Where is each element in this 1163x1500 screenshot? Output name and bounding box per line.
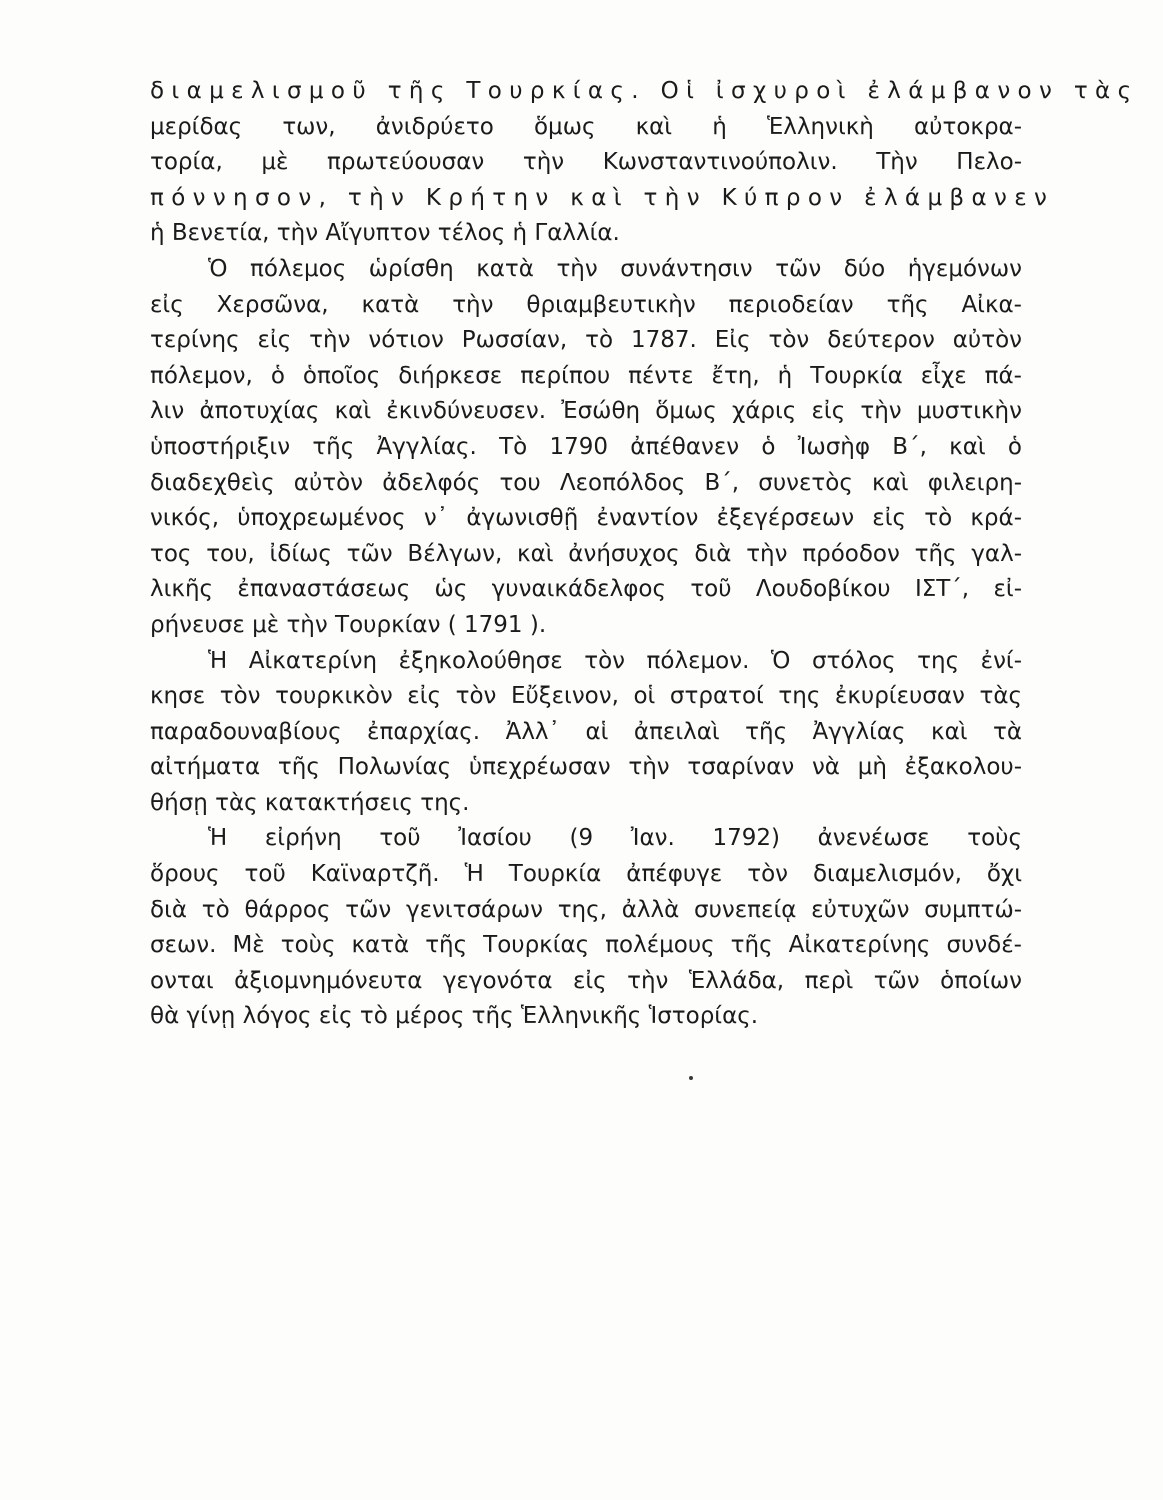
- text-line: λικῆς ἐπαναστάσεως ὡς γυναικάδελφος τοῦ Λουδοβίκου ΙΣΤ΄, εἰ-: [150, 576, 1022, 603]
- text-line: ἡ Βενετία, τὴν Αἴγυπτον τέλος ἡ Γαλλία.: [150, 220, 620, 247]
- text-line: ρήνευσε μὲ τὴν Τουρκίαν ( 1791 ).: [150, 611, 547, 638]
- text-line: Ἡ Αἰκατερίνη ἐξηκολούθησε τὸν πόλεμον. Ὁ στόλος της ἐνί-: [208, 647, 1022, 674]
- text-line: πόλεμον, ὁ ὁποῖος διήρκεσε περίπου πέντε ἔτη, ἡ Τουρκία εἶχε πά-: [150, 362, 1022, 389]
- text-line: ὅρους τοῦ Καϊναρτζῆ. Ἡ Τουρκία ἀπέφυγε τὸν διαμελισμόν, ὄχι: [150, 861, 1022, 888]
- ink-speck: [689, 1076, 693, 1080]
- text-line: νικός, ὑποχρεωμένος ν᾽ ἀγωνισθῇ ἐναντίον ἐξεγέρσεων εἰς τὸ κρά-: [150, 505, 1022, 532]
- text-line: σεων. Μὲ τοὺς κατὰ τῆς Τουρκίας πολέμους τῆς Αἰκατερίνης συνδέ-: [150, 932, 1022, 959]
- body-text: [150, 74, 1139, 1035]
- text-line: παραδουναβίους ἐπαρχίας. Ἀλλ᾽ αἱ ἀπειλαὶ τῆς Ἀγγλίας καὶ τὰ: [150, 718, 1022, 745]
- text-line: λιν ἀποτυχίας καὶ ἐκινδύνευσεν. Ἐσώθη ὅμως χάρις εἰς τὴν μυστικὴν: [150, 398, 1022, 425]
- text-line: Ἡ εἰρήνη τοῦ Ἰασίου (9 Ἰαν. 1792) ἀνενέωσε τοὺς: [208, 825, 1022, 852]
- text-line: τορία, μὲ πρωτεύουσαν τὴν Κωνσταντινούπολιν. Τὴν Πελο-: [150, 149, 1022, 176]
- text-line: αἰτήματα τῆς Πολωνίας ὑπεχρέωσαν τὴν τσαρίναν νὰ μὴ ἐξακολου-: [150, 754, 1022, 781]
- text-line: κησε τὸν τουρκικὸν εἰς τὸν Εὔξεινον, οἱ στρατοί της ἐκυρίευσαν τὰς: [150, 683, 1022, 710]
- text-line: θήσῃ τὰς κατακτήσεις της.: [150, 789, 470, 816]
- text-line: τος του, ἰδίως τῶν Βέλγων, καὶ ἀνήσυχος διὰ τὴν πρόοδον τῆς γαλ-: [150, 540, 1022, 567]
- text-line: πόννησον, τὴν Κρήτην καὶ τὴν Κύπρον ἐλάμβανεν: [150, 184, 1055, 211]
- text-line: διαδεχθεὶς αὐτὸν ἀδελφός του Λεοπόλδος Β΄, συνετὸς καὶ φιλειρη-: [150, 469, 1022, 496]
- text-line: Ὁ πόλεμος ὡρίσθη κατὰ τὴν συνάντησιν τῶν δύο ἡγεμόνων: [208, 255, 1022, 282]
- text-line: τερίνης εἰς τὴν νότιον Ρωσσίαν, τὸ 1787. Εἰς τὸν δεύτερον αὐτὸν: [150, 327, 1022, 354]
- text-line: ὑποστήριξιν τῆς Ἀγγλίας. Τὸ 1790 ἀπέθανεν ὁ Ἰωσὴφ Β΄, καὶ ὁ: [150, 433, 1022, 460]
- text-line: ονται ἀξιομνημόνευτα γεγονότα εἰς τὴν Ἑλλάδα, περὶ τῶν ὁποίων: [150, 967, 1022, 994]
- text-line: εἰς Χερσῶνα, κατὰ τὴν θριαμβευτικὴν περιοδείαν τῆς Αἰκα-: [150, 291, 1022, 318]
- text-line: θὰ γίνῃ λόγος εἰς τὸ μέρος τῆς Ἑλληνικῆς Ἱστορίας.: [150, 1003, 759, 1030]
- text-line: μερίδας των, ἀνιδρύετο ὅμως καὶ ἡ Ἑλληνικὴ αὐτοκρα-: [150, 113, 1022, 140]
- text-line: διαμελισμοῦ τῆς Τουρκίας. Οἱ ἰσχυροὶ ἐλάμβανον τὰς: [150, 78, 1139, 104]
- text-line: διὰ τὸ θάρρος τῶν γενιτσάρων της, ἀλλὰ συνεπείᾳ εὐτυχῶν συμπτώ-: [150, 896, 1022, 923]
